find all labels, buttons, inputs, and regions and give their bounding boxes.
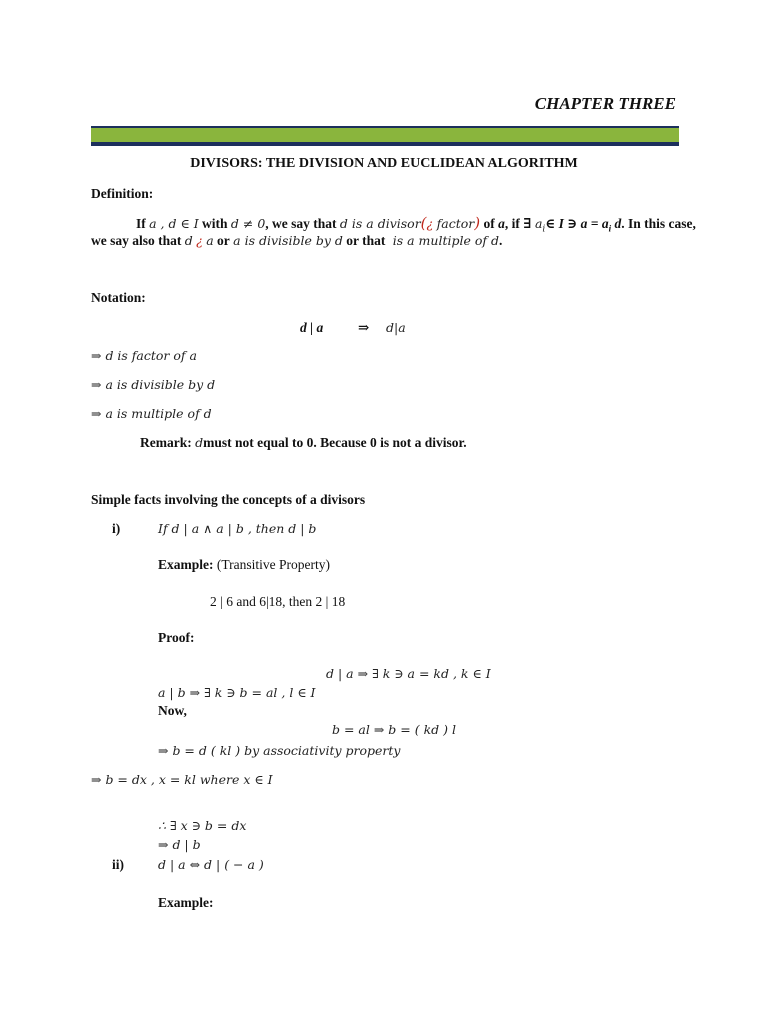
notation-line-multiple: ⇒ a is multiple of d xyxy=(91,406,212,421)
def-bold-eq: ∈ I ∋ a = a xyxy=(545,216,609,231)
example-2-label: Example: xyxy=(158,895,214,910)
example-line: 2 | 6 and 6|18, then 2 | 18 xyxy=(210,594,346,609)
def-bold-a: a xyxy=(498,216,505,231)
def-math-divisor: d is a divisor xyxy=(339,216,421,231)
notation-arrow: ⇒ xyxy=(358,320,370,335)
notation-line-divisible: ⇒ a is divisible by d xyxy=(91,377,216,392)
remark-text: must not equal to 0. Because 0 is not a divisor. xyxy=(203,435,467,450)
banner-green-band xyxy=(91,126,679,142)
def-text-if: If xyxy=(136,216,146,231)
def2-math-d: d xyxy=(184,233,193,248)
def-text-if-exists: , if ∃ xyxy=(504,216,532,231)
notation-lhs: d | a xyxy=(300,320,324,335)
def-red-glyph: ¿ xyxy=(426,216,434,231)
fact-i-label: i) xyxy=(112,521,121,536)
proof-step-6: ∴ ∃ x ∋ b = dx xyxy=(158,818,247,833)
banner-navy-band xyxy=(91,142,679,146)
proof-step-1: d | a ⇒ ∃ k ∋ a = kd , k ∈ I xyxy=(326,666,491,681)
remark-math-d: d xyxy=(195,435,204,450)
def-text-we-say: , we say that xyxy=(265,216,337,231)
chapter-banner xyxy=(91,126,679,146)
fact-ii-statement: d | a ⇔ d | ( − a ) xyxy=(158,857,264,872)
proof-step-7: ⇒ d | b xyxy=(158,837,201,852)
proof-step-5: ⇒ b = dx , x = kl where x ∈ I xyxy=(91,772,273,787)
def-math-a-d: a , d ∈ I xyxy=(149,216,199,231)
fact-i-statement: If d | a ∧ a | b , then d | b xyxy=(158,521,317,536)
def-text-in-this-case: . In this case, xyxy=(621,216,696,231)
definition-label: Definition: xyxy=(91,186,154,201)
proof-now: Now, xyxy=(158,703,187,718)
def2-period: . xyxy=(498,233,503,248)
def-text-of: of xyxy=(483,216,495,231)
facts-heading: Simple facts involving the concepts of a divisors xyxy=(91,492,366,507)
example-transitive xyxy=(158,557,330,573)
notation-rhs: d|a xyxy=(386,320,406,335)
remark-label: Remark: xyxy=(140,435,192,450)
example-label: Example: xyxy=(158,557,214,572)
banner-top-line xyxy=(91,126,679,128)
definition-line-1 xyxy=(136,214,696,235)
def-bold-d: d xyxy=(614,216,622,231)
def2-math-divisible: a is divisible by d xyxy=(233,233,343,248)
example-title: (Transitive Property) xyxy=(216,557,330,572)
section-heading: DIVISORS: THE DIVISION AND EUCLIDEAN ALGORITHM xyxy=(190,156,578,171)
def-paren-close: ) xyxy=(474,214,481,232)
def-math-ai: a xyxy=(534,216,543,231)
notation-label: Notation: xyxy=(91,290,146,305)
proof-label: Proof: xyxy=(158,630,195,645)
def-math-d-nonzero: d ≠ 0 xyxy=(230,216,266,231)
proof-step-2: a | b ⇒ ∃ k ∋ b = al , l ∈ I xyxy=(158,685,316,700)
proof-step-4: ⇒ b = d ( kl ) by associativity property xyxy=(158,743,401,758)
proof-step-3: b = al ⇒ b = ( kd ) l xyxy=(332,722,456,737)
def-sub-i-2: i xyxy=(608,223,612,234)
def2-text: we say also that xyxy=(91,233,182,248)
definition-line-2 xyxy=(91,233,502,249)
def2-math-a: a xyxy=(206,233,214,248)
def-paren-open: ( xyxy=(420,214,427,232)
remark xyxy=(140,435,467,451)
def2-math-multiple: is a multiple of d xyxy=(392,233,499,248)
def-sub-i: i xyxy=(542,224,546,235)
def2-red-glyph: ¿ xyxy=(196,233,203,248)
def-text-with: with xyxy=(202,216,228,231)
def2-text-or-that: or that xyxy=(346,233,386,248)
fact-ii-label: ii) xyxy=(112,857,124,872)
def2-text-or: or xyxy=(217,233,230,248)
notation-line-factor: ⇒ d is factor of a xyxy=(91,348,197,363)
def-math-factor: factor xyxy=(436,216,475,231)
chapter-title: CHAPTER THREE xyxy=(534,94,676,113)
